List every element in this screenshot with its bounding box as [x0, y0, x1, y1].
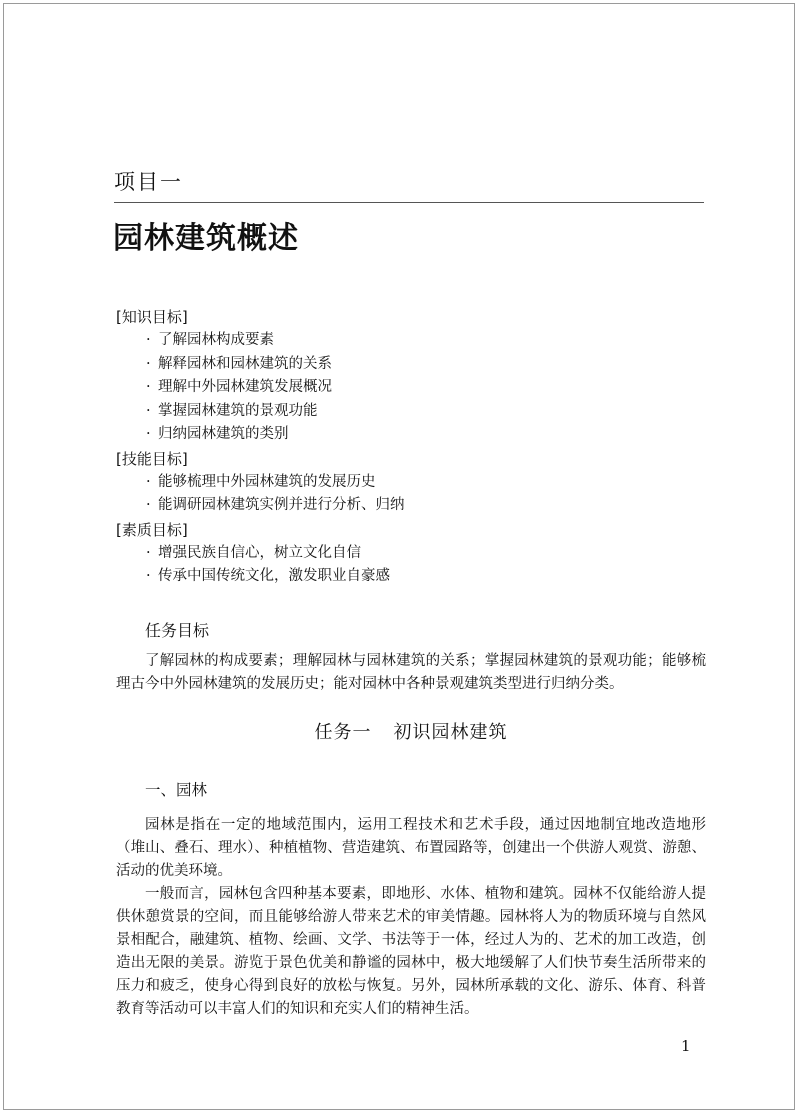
list-item [116, 423, 706, 447]
task-goal-text: 了解园林的构成要素；理解园林与园林建筑的关系；掌握园林建筑的景观功能；能够梳理古今中外园林建筑的发展历史；能对园林中各种景观建筑类型进行归纳分类。 [116, 653, 706, 692]
list-item [116, 400, 706, 424]
list-item [116, 494, 706, 518]
knowledge-objectives-heading: [知识目标] [116, 308, 188, 326]
learning-objectives [116, 305, 706, 589]
title-divider [114, 202, 704, 203]
bullet-icon: · [146, 332, 151, 348]
list-item [116, 376, 706, 400]
list-item [116, 542, 706, 566]
bullet-icon: · [146, 426, 151, 442]
bullet-icon: · [146, 473, 151, 490]
list-item-text: 了解园林构成要素 [158, 332, 274, 348]
task-number: 任务一 [314, 722, 372, 743]
task-title [116, 718, 706, 744]
list-item [116, 471, 706, 495]
list-item-text: 理解中外园林建筑发展概况 [158, 379, 332, 395]
body-paragraph: 园林是指在一定的地域范围内，运用工程技术和艺术手段，通过因地制宜地改造地形（堆山、叠石、理水）、种植植物、营造建筑、布置园路等，创建出一个供游人观赏、游憩、活动的优美环境。 [116, 817, 706, 879]
list-item-text: 能够梳理中外园林建筑的发展历史 [158, 473, 376, 490]
task-goal-heading: 任务目标 [145, 621, 210, 640]
bullet-icon: · [146, 497, 151, 513]
bullet-icon: · [146, 568, 151, 584]
list-item-text: 解释园林和园林建筑的关系 [158, 355, 332, 372]
list-item-text: 掌握园林建筑的景观功能 [158, 402, 318, 419]
section-heading: 一、园林 [145, 781, 208, 799]
skill-objectives-heading: [技能目标] [116, 449, 188, 468]
list-item-text: 传承中国传统文化，激发职业自豪感 [158, 568, 390, 584]
project-title: 园林建筑概述 [113, 221, 299, 256]
page-number: 1 [681, 1037, 691, 1055]
quality-objectives-list [116, 542, 706, 589]
skill-objectives-list [116, 471, 706, 518]
list-item [116, 565, 706, 589]
bullet-icon: · [146, 355, 151, 372]
list-item-text: 能调研园林建筑实例并进行分析、归纳 [158, 497, 405, 513]
list-item [116, 353, 706, 377]
bullet-icon: · [146, 379, 151, 395]
list-item [116, 329, 706, 353]
body-paragraph: 一般而言，园林包含四种基本要素，即地形、水体、植物和建筑。园林不仅能给游人提供休憩赏景的空间，而且能够给游人带来艺术的审美情趣。园林将人为的物质环境与自然风景相配合，融建筑、植物、绘画、文学、书法等于一体，经过人为的、艺术的加工改造，创造出无限的美景。游览于景色优美和静谧的园林中，极大地缓解了人们快节奏生活所带来的压力和疲乏，使身心得到良好的放松与恢复。另外，园林所承载的文化、游乐、体育、科普教育等活动可以丰富人们的知识和充实人们的精神生活。 [116, 886, 706, 1017]
knowledge-objectives-list [116, 329, 706, 447]
list-item-text: 归纳园林建筑的类别 [158, 426, 289, 442]
quality-objectives-heading: [素质目标] [116, 520, 188, 539]
bullet-icon: · [146, 402, 151, 419]
list-item-text: 增强民族自信心，树立文化自信 [158, 544, 361, 561]
project-label: 项目一 [114, 170, 183, 194]
bullet-icon: · [146, 544, 151, 561]
task-name: 初识园林建筑 [393, 722, 508, 743]
